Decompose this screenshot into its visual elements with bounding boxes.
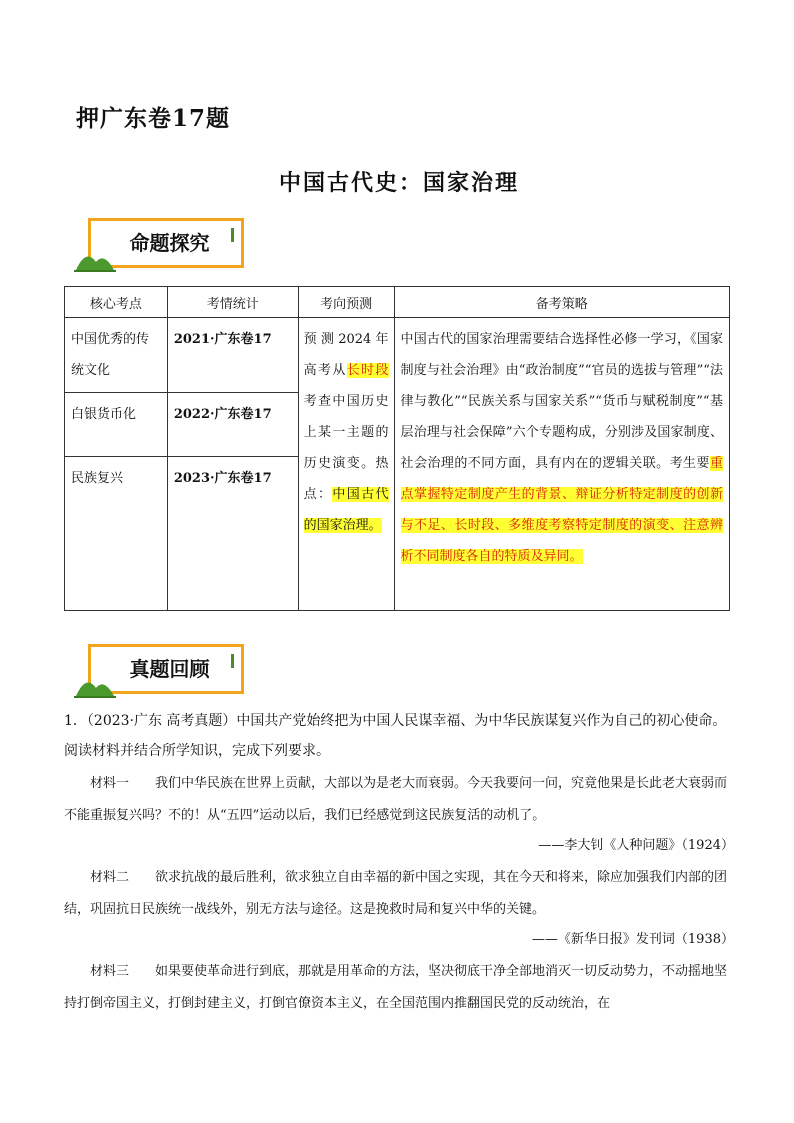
prediction-cell: 预测2024年高考从长时段考查中国历史上某一主题的历史演变。热点：中国古代的国家治理。 (298, 318, 394, 611)
table-header: 考向预测 (298, 287, 394, 318)
topic-cell: 民族复兴 (65, 457, 168, 611)
material-one-source: ——李大钊《人种问题》（1924） (538, 838, 734, 853)
strategy-cell: 中国古代的国家治理需要结合选择性必修一学习，《国家制度与社会治理》由“政治制度”“官员的选拔与管理”“法律与教化”“民族关系与国家关系”“货币与赋税制度”“基层治理与社会保障”六个专题构成，分别涉及国家制度、社会治理的不同方面，具有内在的逻辑关联。考生要重点掌握特定制度产生的背景、辩证分析特定制度的创新与不足、长时段、多维度考察特定制度的演变、注意辨析不同制度各自的特质及异同。 (394, 318, 729, 611)
highlight-text: 中国古代的国家治理。 (303, 487, 389, 533)
section-banner-exploration: 命题探究 (80, 218, 245, 274)
stat-cell: 2021·广东卷17 (167, 318, 298, 393)
topic-cell: 中国优秀的传统文化 (65, 318, 168, 393)
highlight-text: 重点掌握特定制度产生的背景、辩证分析特定制度的创新与不足、长时段、多维度考察特定制度的演变、注意辨析不同制度各自的特质及异同。 (400, 456, 723, 564)
material-one: 材料一 我们中华民族在世界上贡献，大部以为是老大而衰弱。今天我要问一问，究竟他果是长此老大衰弱而不能重振复兴吗？不的！从“五四”运动以后，我们已经感觉到这民族复活的动机了。 (64, 776, 728, 823)
section-subtitle: 中国古代史：国家治理 (278, 170, 519, 196)
table-header: 核心考点 (65, 287, 168, 318)
table-header-row (65, 287, 730, 318)
question-stem: 1．（2023·广东 高考真题）中国共产党始终把为中国人民谋幸福、为中华民族谋复兴作为自己的初心使命。阅读材料并结合所学知识，完成下列要求。 (64, 713, 727, 759)
document-title: 押广东卷17题 (76, 105, 231, 132)
material-three: 材料三 如果要使革命进行到底，那就是用革命的方法，坚决彻底干净全部地消灭一切反动势力，不动摇地坚持打倒帝国主义，打倒封建主义，打倒官僚资本主义，在全国范围内推翻国民党的反动统治，在 (64, 964, 728, 1011)
section-banner-review: 真题回顾 (80, 644, 245, 700)
exam-analysis-table (64, 286, 730, 611)
highlight-text: 长时段 (346, 363, 389, 378)
table-header: 备考策略 (394, 287, 729, 318)
material-two: 材料二 欲求抗战的最后胜利，欲求独立自由幸福的新中国之实现，其在今天和将来，除应加强我们内部的团结，巩固抗日民族统一战线外，别无方法与途径。这是挽救时局和复兴中华的关键。 (64, 870, 728, 917)
stat-cell: 2022·广东卷17 (167, 393, 298, 457)
topic-cell: 白银货币化 (65, 393, 168, 457)
table-row (65, 318, 730, 393)
table-header: 考情统计 (167, 287, 298, 318)
material-two-source: ——《新华日报》发刊词（1938） (531, 932, 734, 947)
stat-cell: 2023·广东卷17 (167, 457, 298, 611)
